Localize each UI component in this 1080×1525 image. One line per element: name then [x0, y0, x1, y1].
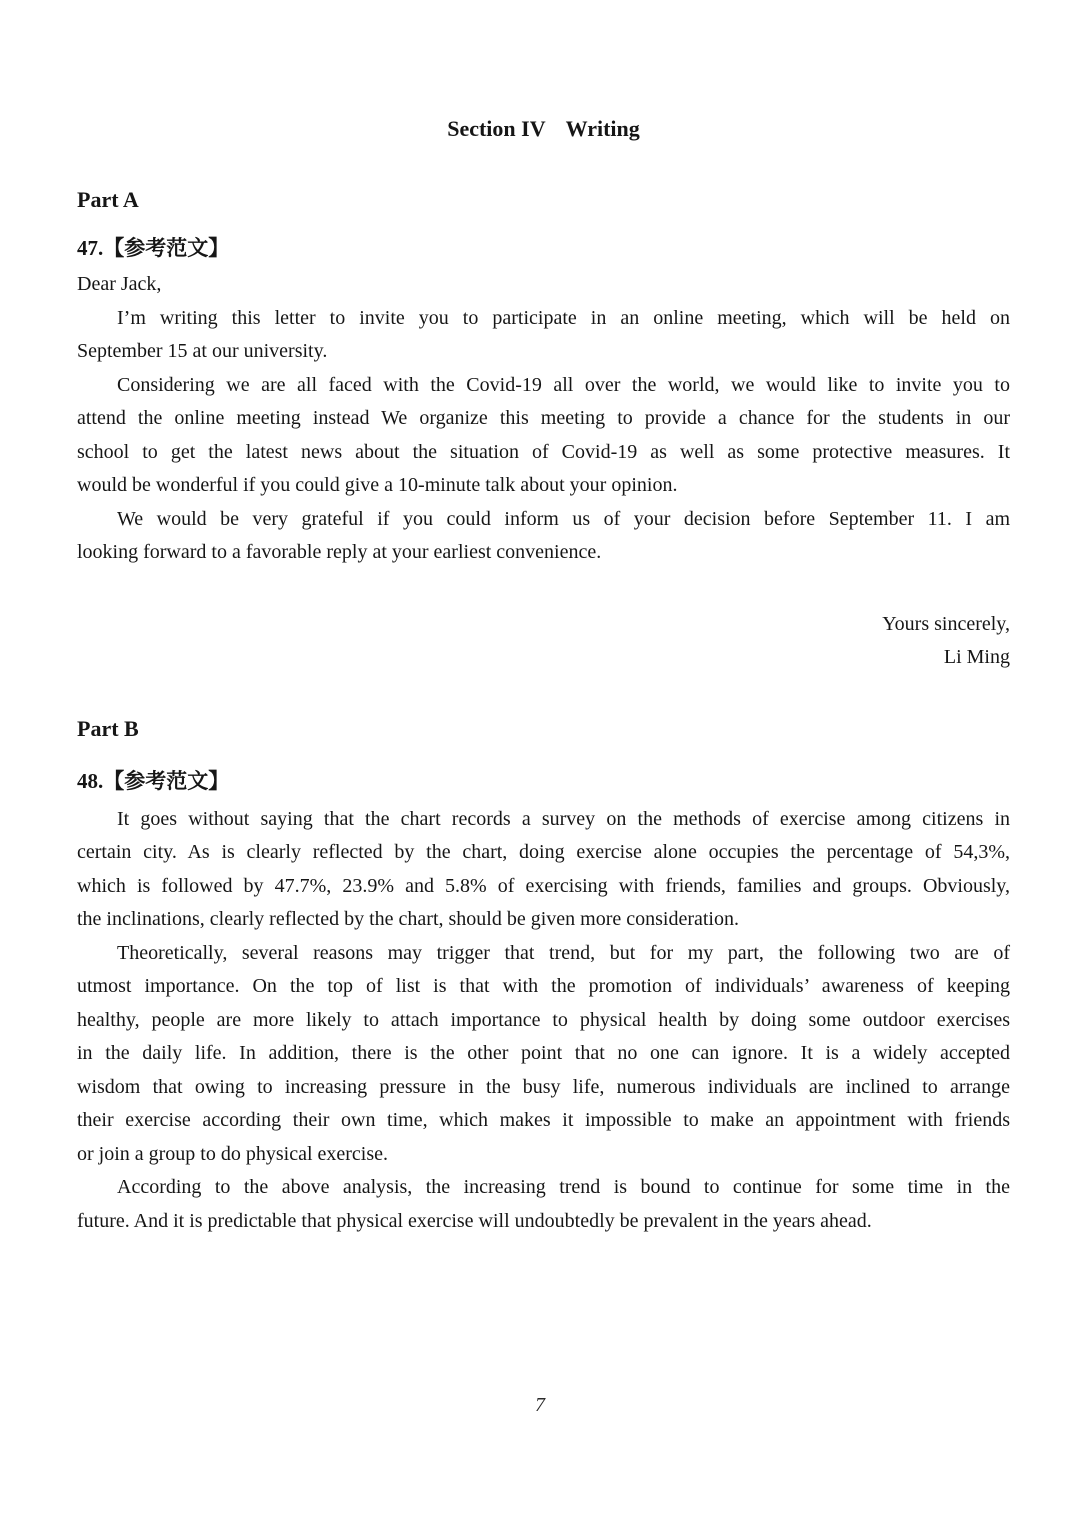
text-line: wisdom that owing to increasing pressure in the busy life, numerous individuals are inclined to arrange — [77, 1075, 1010, 1098]
section-title — [77, 114, 1010, 144]
text-line: According to the above analysis, the increasing trend is bound to continue for some time in the — [117, 1176, 1010, 1198]
paragraph — [77, 503, 1010, 570]
item-47-label: 【参考范文】 — [103, 236, 230, 260]
text-line: We would be very grateful if you could inform us of your decision before September 11. I am — [117, 507, 1010, 530]
text-line: attend the online meeting instead We organize this meeting to provide a chance for the students in our — [77, 407, 1010, 429]
text-line: Theoretically, several reasons may trigger that trend, but for my part, the following two are of — [117, 941, 1010, 964]
letter-body — [77, 268, 1010, 675]
text-line: in the daily life. In addition, there is the other point that no one can ignore. It is a widely accepted — [77, 1042, 1010, 1064]
item-48-number: 48. — [77, 768, 104, 793]
essay-body — [77, 803, 1010, 1239]
text-line: Considering we are all faced with the Covid-19 all over the world, we would like to invite you to — [117, 373, 1010, 396]
letter-paragraphs — [77, 302, 1010, 570]
text-line: the inclinations, clearly reflected by the chart, should be given more consideration. — [77, 908, 739, 930]
text-line: I’m writing this letter to invite you to participate in an online meeting, which will be held on — [117, 306, 1010, 329]
text-line: September 15 at our university. — [77, 340, 328, 362]
paragraph — [77, 369, 1010, 503]
item-47-heading — [77, 234, 1010, 262]
essay-paragraphs — [77, 803, 1010, 1239]
text-line: their exercise according their own time, which makes it impossible to make an appointment with friends — [77, 1109, 1010, 1131]
section-title-part2: Writing — [565, 116, 640, 141]
text-line: which is followed by 47.7%, 23.9% and 5.8% of exercising with friends, families and groups. Obviously, — [77, 874, 1010, 897]
text-line: school to get the latest news about the situation of Covid-19 as well as some protective measures. It — [77, 440, 1010, 463]
text-line: or join a group to do physical exercise. — [77, 1142, 389, 1165]
signature-line: Li Ming — [943, 646, 1010, 668]
paragraph — [77, 1171, 1010, 1238]
text-line: looking forward to a favorable reply at your earliest convenience. — [77, 541, 602, 563]
paragraph — [77, 302, 1010, 369]
section-title-part1: Section IV — [447, 116, 546, 141]
paragraph — [77, 803, 1010, 937]
text-line: would be wonderful if you could give a 10-minute talk about your opinion. — [77, 474, 678, 496]
part-b-heading: Part B — [77, 715, 139, 741]
salutation: Dear Jack, — [77, 273, 162, 295]
closing-line: Yours sincerely, — [882, 612, 1010, 635]
item-47-number: 47. — [77, 236, 104, 260]
part-a-heading: Part A — [77, 187, 139, 212]
text-line: future. And it is predictable that physical exercise will undoubtedly be prevalent in the years ahead. — [77, 1209, 872, 1232]
text-line: utmost importance. On the top of list is that with the promotion of individuals’ awareness of keeping — [77, 975, 1010, 997]
item-48-heading — [77, 767, 1010, 795]
item-48-label: 【参考范文】 — [103, 768, 230, 793]
text-line: healthy, people are more likely to attach importance to physical health by doing some outdoor exercises — [77, 1008, 1010, 1031]
text-line: certain city. As is clearly reflected by the chart, doing exercise alone occupies the percentage of 54,3%, — [77, 841, 1010, 863]
text-line: It goes without saying that the chart records a survey on the methods of exercise among citizens in — [117, 807, 1010, 830]
letter-signoff — [77, 608, 1010, 675]
paragraph — [77, 937, 1010, 1172]
page-number: 7 — [535, 1394, 545, 1416]
